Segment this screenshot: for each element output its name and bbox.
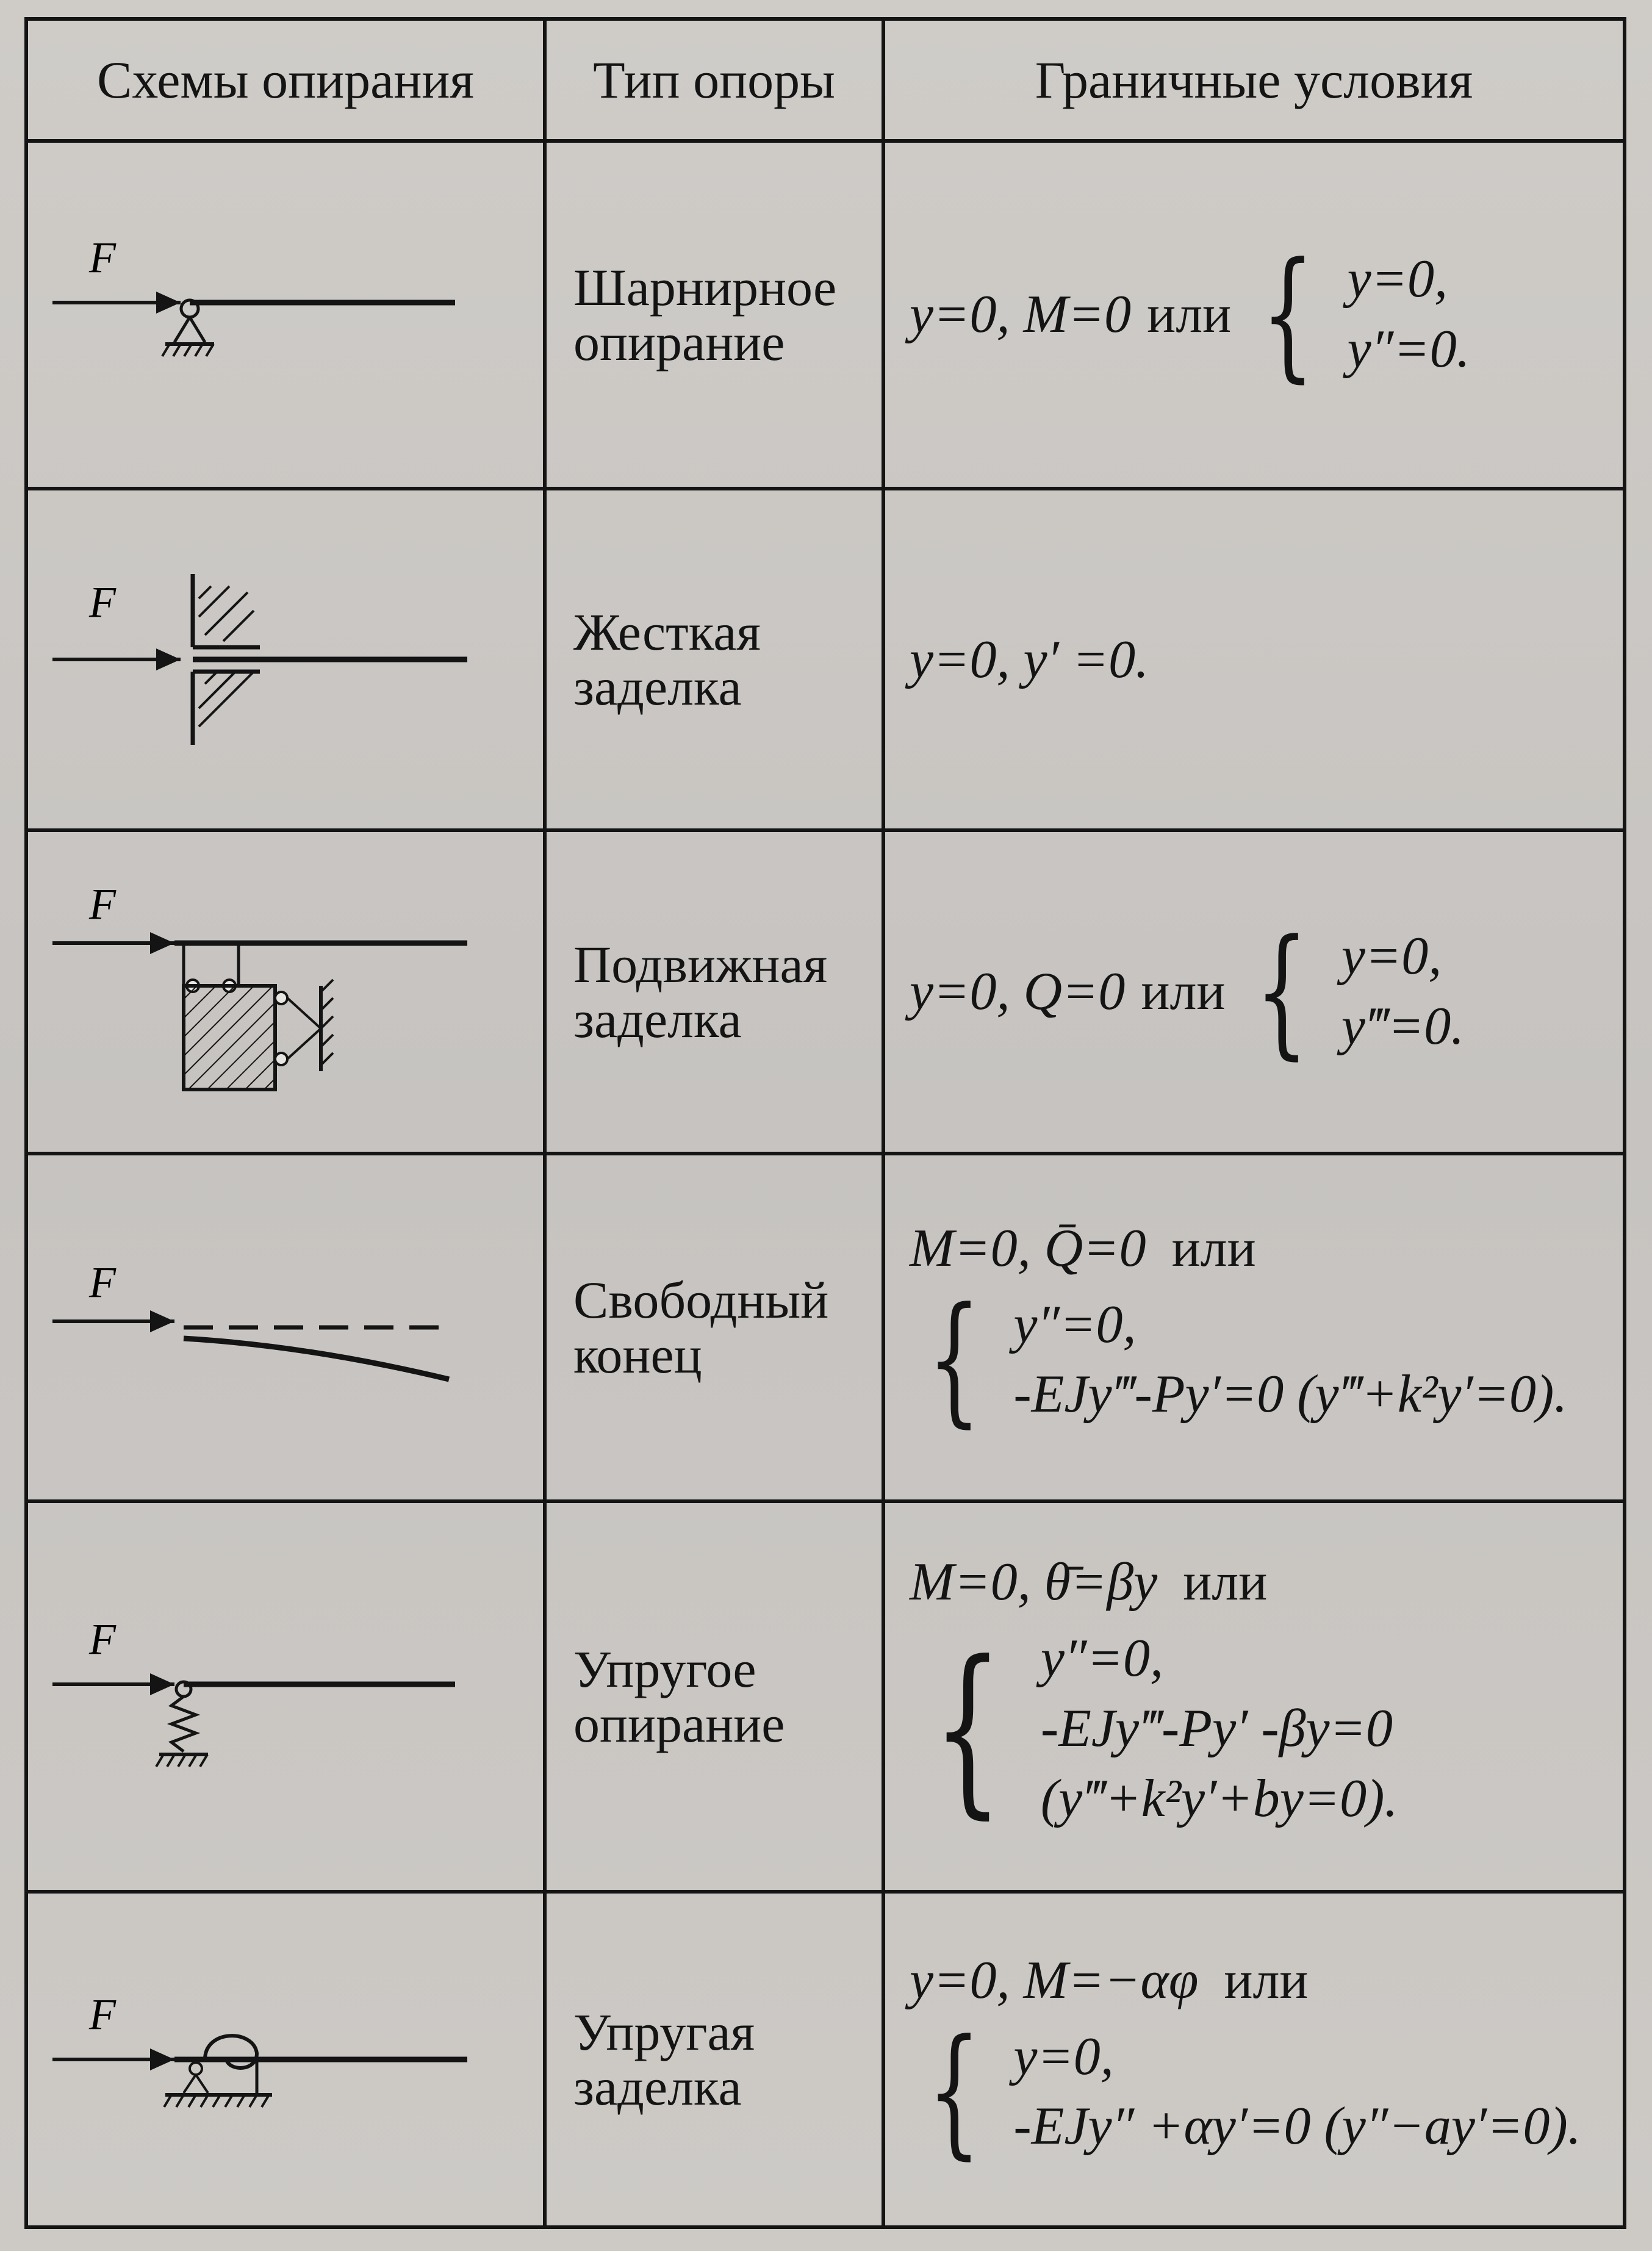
condition-or: или: [1224, 1950, 1309, 2010]
scheme-elastic-clamp: [26, 1892, 545, 2227]
condition-or: или: [1147, 284, 1232, 344]
force-label: F: [89, 880, 116, 928]
sliding-clamp-diagram: [52, 864, 492, 1120]
type-pinned-support: [545, 141, 883, 489]
deflected-beam: [184, 1338, 449, 1379]
type-sliding-clamp: [545, 830, 883, 1154]
force-label: F: [89, 578, 116, 626]
type-line2: опирание: [573, 1695, 785, 1753]
type-line2: заделка: [573, 990, 742, 1049]
condition-or: или: [1141, 961, 1226, 1021]
scheme-rigid-clamp: [26, 489, 545, 830]
table-row: [26, 830, 1625, 1154]
type-line2: заделка: [573, 2058, 742, 2116]
condition-main: y=0, M=0: [910, 284, 1132, 344]
conditions-sliding-clamp: [883, 830, 1625, 1154]
scheme-elastic-support: [26, 1501, 545, 1892]
force-arrowhead: [150, 932, 174, 954]
condition-alt-2: -EJy‴-Py′=0 (y‴+k²y′=0).: [1013, 1365, 1568, 1424]
table-row: [26, 141, 1625, 489]
scheme-pinned-support: [26, 141, 545, 489]
condition-main: M=0, Q̄=0: [910, 1218, 1146, 1278]
conditions-elastic-support: [883, 1501, 1625, 1892]
condition-alt-2: -EJy‴-Py′ -βy=0: [1040, 1699, 1393, 1758]
boundary-conditions-table: [24, 17, 1626, 2229]
force-label: F: [89, 1615, 116, 1664]
condition-alt-3: (y‴+k²y′+by=0).: [1040, 1768, 1398, 1828]
rigid-clamp-diagram: [52, 562, 492, 757]
condition-or: или: [1183, 1553, 1268, 1612]
condition-alt-1: y″=0,: [1013, 1294, 1137, 1354]
force-arrowhead: [150, 1673, 174, 1695]
force-arrowhead: [150, 1310, 174, 1332]
brace-icon: {: [927, 1278, 982, 1441]
force-label: F: [89, 233, 116, 282]
type-line2: конец: [573, 1326, 702, 1384]
type-line1: Подвижная: [573, 935, 828, 994]
brace-icon: {: [1255, 910, 1309, 1073]
header-row: [26, 19, 1625, 141]
conditions-rigid-clamp: [883, 489, 1625, 830]
force-label: F: [89, 1258, 116, 1307]
force-arrowhead: [150, 2048, 174, 2070]
type-elastic-support: [545, 1501, 883, 1892]
type-rigid-clamp: [545, 489, 883, 830]
force-arrowhead: [156, 292, 181, 314]
brace-icon: {: [1261, 233, 1315, 396]
table-row: [26, 1501, 1625, 1892]
type-line1: Шарнирное: [573, 257, 837, 317]
brace-icon: {: [933, 1622, 1003, 1836]
scheme-free-end: [26, 1154, 545, 1501]
table-row: [26, 489, 1625, 830]
free-end-diagram: [52, 1248, 492, 1407]
type-elastic-clamp: [545, 1892, 883, 2227]
condition-main: y=0, y′ =0.: [910, 630, 1149, 689]
condition-alt-2: y″=0.: [1347, 320, 1470, 379]
condition-alt-2: -EJy″ +αy′=0 (y″−ay′=0).: [1013, 2097, 1581, 2156]
type-line1: Упругое: [573, 1639, 756, 1698]
spring-icon: [171, 1696, 196, 1751]
force-arrowhead: [156, 648, 181, 670]
condition-main: y=0, Q=0: [910, 961, 1126, 1021]
condition-main: M=0, θ̄=βy: [910, 1553, 1158, 1612]
type-line2: заделка: [573, 658, 742, 716]
brace-icon: {: [927, 2010, 982, 2174]
scheme-sliding-clamp: [26, 830, 545, 1154]
type-line1: Свободный: [573, 1270, 829, 1329]
conditions-elastic-clamp: [883, 1892, 1625, 2227]
condition-alt-1: y=0,: [1341, 927, 1442, 986]
condition-or: или: [1171, 1218, 1256, 1278]
conditions-free-end: [883, 1154, 1625, 1501]
header-boundary-conditions: Граничные условия: [883, 19, 1625, 141]
torsion-spring-icon: [205, 2036, 257, 2068]
type-line2: опирание: [573, 313, 785, 372]
condition-alt-1: y=0,: [1013, 2027, 1114, 2086]
type-free-end: [545, 1154, 883, 1501]
elastic-clamp-diagram: [52, 1980, 492, 2139]
table-row: [26, 1154, 1625, 1501]
force-label: F: [89, 1990, 116, 2039]
clamp-block: [184, 986, 275, 1090]
condition-alt-2: y‴=0.: [1341, 997, 1465, 1056]
condition-main: y=0, M=−αφ: [910, 1950, 1199, 2010]
header-support-type: Тип опоры: [545, 19, 883, 141]
pinned-support-diagram: [52, 223, 492, 406]
conditions-pinned-support: [883, 141, 1625, 489]
table-row: [26, 1892, 1625, 2227]
elastic-support-diagram: [52, 1605, 492, 1788]
condition-alt-1: y=0,: [1347, 250, 1448, 309]
condition-alt-1: y″=0,: [1040, 1629, 1163, 1689]
type-line1: Жесткая: [573, 602, 761, 661]
type-line1: Упругая: [573, 2002, 755, 2061]
header-schemes: Схемы опирания: [26, 19, 545, 141]
